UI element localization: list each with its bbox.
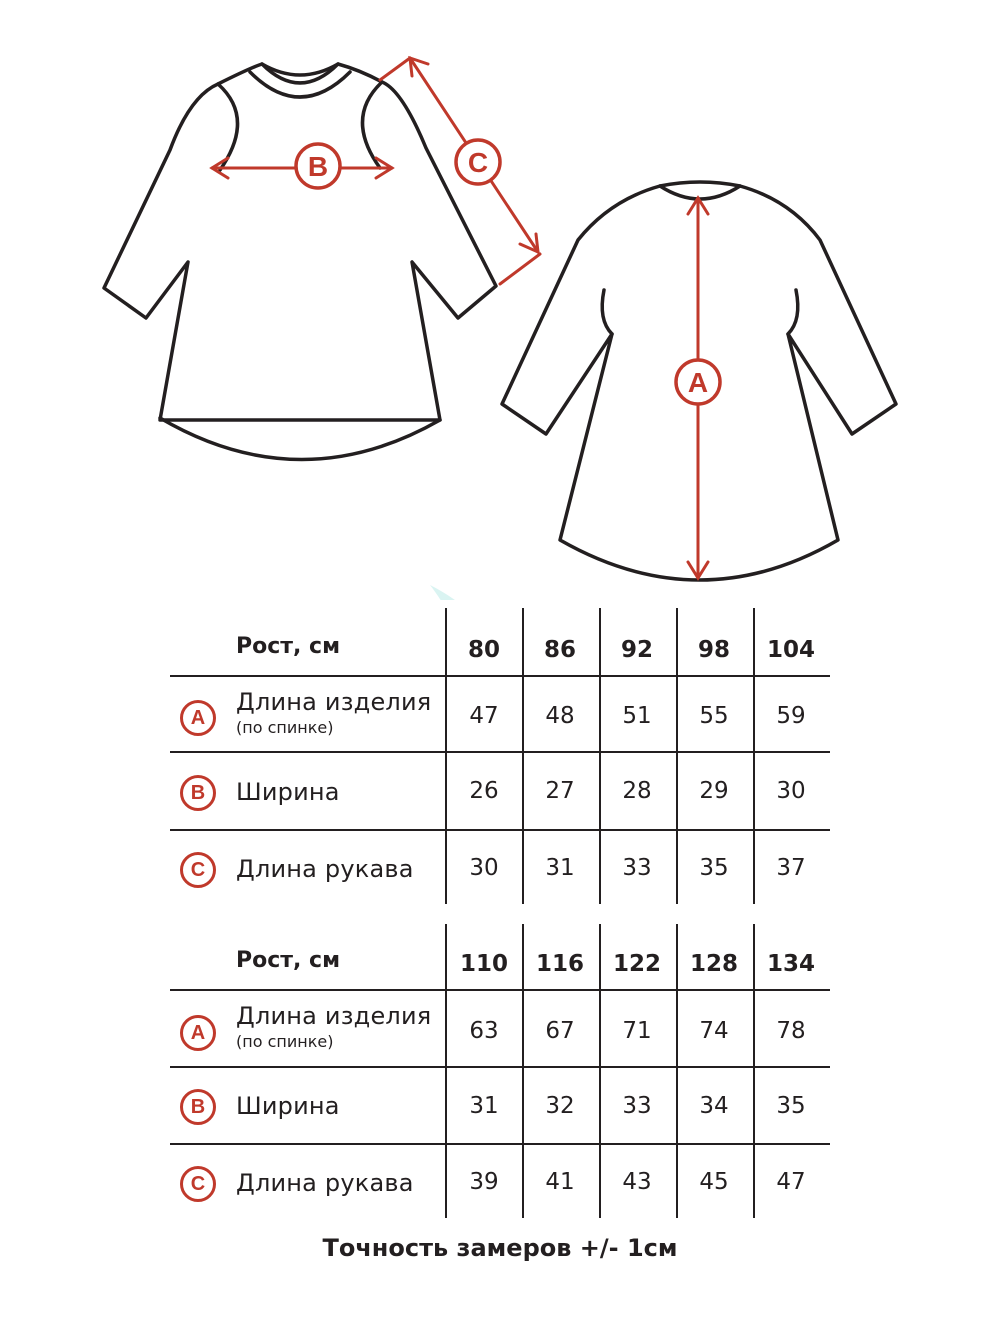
front-garment xyxy=(104,64,496,460)
table-cell: 63 xyxy=(469,1018,499,1044)
table-cell: 35 xyxy=(699,855,729,881)
table-cell: 43 xyxy=(622,1169,652,1195)
row-label: Ширина xyxy=(236,778,340,806)
table-divider xyxy=(170,1143,830,1145)
size-header: 80 xyxy=(467,637,500,663)
table-cell: 78 xyxy=(776,1018,806,1044)
size-header: 122 xyxy=(612,951,661,977)
size-header: 86 xyxy=(543,637,576,663)
row-label: Длина изделия xyxy=(236,688,432,716)
table-divider xyxy=(170,989,830,991)
size-header: 134 xyxy=(766,951,815,977)
table-cell: 37 xyxy=(776,855,806,881)
table-cell: 55 xyxy=(699,703,729,729)
dimension-a-label: A xyxy=(687,367,709,398)
table-cell: 47 xyxy=(469,703,499,729)
dimension-b-label: B xyxy=(307,151,329,182)
garment-diagrams xyxy=(0,0,1000,600)
size-header: 92 xyxy=(620,637,653,663)
row-key-b-badge: B xyxy=(180,1089,216,1125)
row-sublabel: (по спинке) xyxy=(236,1032,334,1051)
table-divider xyxy=(170,1066,830,1068)
row-key-c-badge: C xyxy=(180,852,216,888)
table-divider xyxy=(170,675,830,677)
size-header: 110 xyxy=(459,951,508,977)
table-cell: 45 xyxy=(699,1169,729,1195)
row-sublabel: (по спинке) xyxy=(236,718,334,737)
table-cell: 48 xyxy=(545,703,575,729)
table-cell: 31 xyxy=(469,1093,499,1119)
height-header-label: Рост, см xyxy=(236,634,341,659)
row-label: Длина изделия xyxy=(236,1002,432,1030)
row-key-a-badge: A xyxy=(180,1015,216,1051)
table-cell: 30 xyxy=(776,778,806,804)
table-cell: 47 xyxy=(776,1169,806,1195)
row-label: Длина рукава xyxy=(236,1169,414,1197)
row-key-b-badge: B xyxy=(180,775,216,811)
table-cell: 33 xyxy=(622,855,652,881)
height-header-label: Рост, см xyxy=(236,948,341,973)
table-cell: 27 xyxy=(545,778,575,804)
dimension-c-label: C xyxy=(467,147,489,178)
table-cell: 33 xyxy=(622,1093,652,1119)
table-cell: 29 xyxy=(699,778,729,804)
table-cell: 28 xyxy=(622,778,652,804)
table-divider xyxy=(170,829,830,831)
table-cell: 39 xyxy=(469,1169,499,1195)
table-divider xyxy=(170,751,830,753)
row-key-a-badge: A xyxy=(180,700,216,736)
table-cell: 31 xyxy=(545,855,575,881)
table-cell: 32 xyxy=(545,1093,575,1119)
row-key-c-badge: C xyxy=(180,1166,216,1202)
size-header: 104 xyxy=(766,637,815,663)
measurement-accuracy-note: Точность замеров +/- 1см xyxy=(322,1234,678,1262)
table-cell: 51 xyxy=(622,703,652,729)
size-header: 98 xyxy=(697,637,730,663)
table-cell: 41 xyxy=(545,1169,575,1195)
row-label: Ширина xyxy=(236,1092,340,1120)
table-cell: 35 xyxy=(776,1093,806,1119)
table-cell: 67 xyxy=(545,1018,575,1044)
table-cell: 59 xyxy=(776,703,806,729)
table-cell: 71 xyxy=(622,1018,652,1044)
table-cell: 30 xyxy=(469,855,499,881)
table-cell: 34 xyxy=(699,1093,729,1119)
table-cell: 26 xyxy=(469,778,499,804)
size-header: 116 xyxy=(535,951,584,977)
table-cell: 74 xyxy=(699,1018,729,1044)
size-header: 128 xyxy=(689,951,738,977)
watermark-leaf-icon xyxy=(230,585,770,600)
row-label: Длина рукава xyxy=(236,855,414,883)
